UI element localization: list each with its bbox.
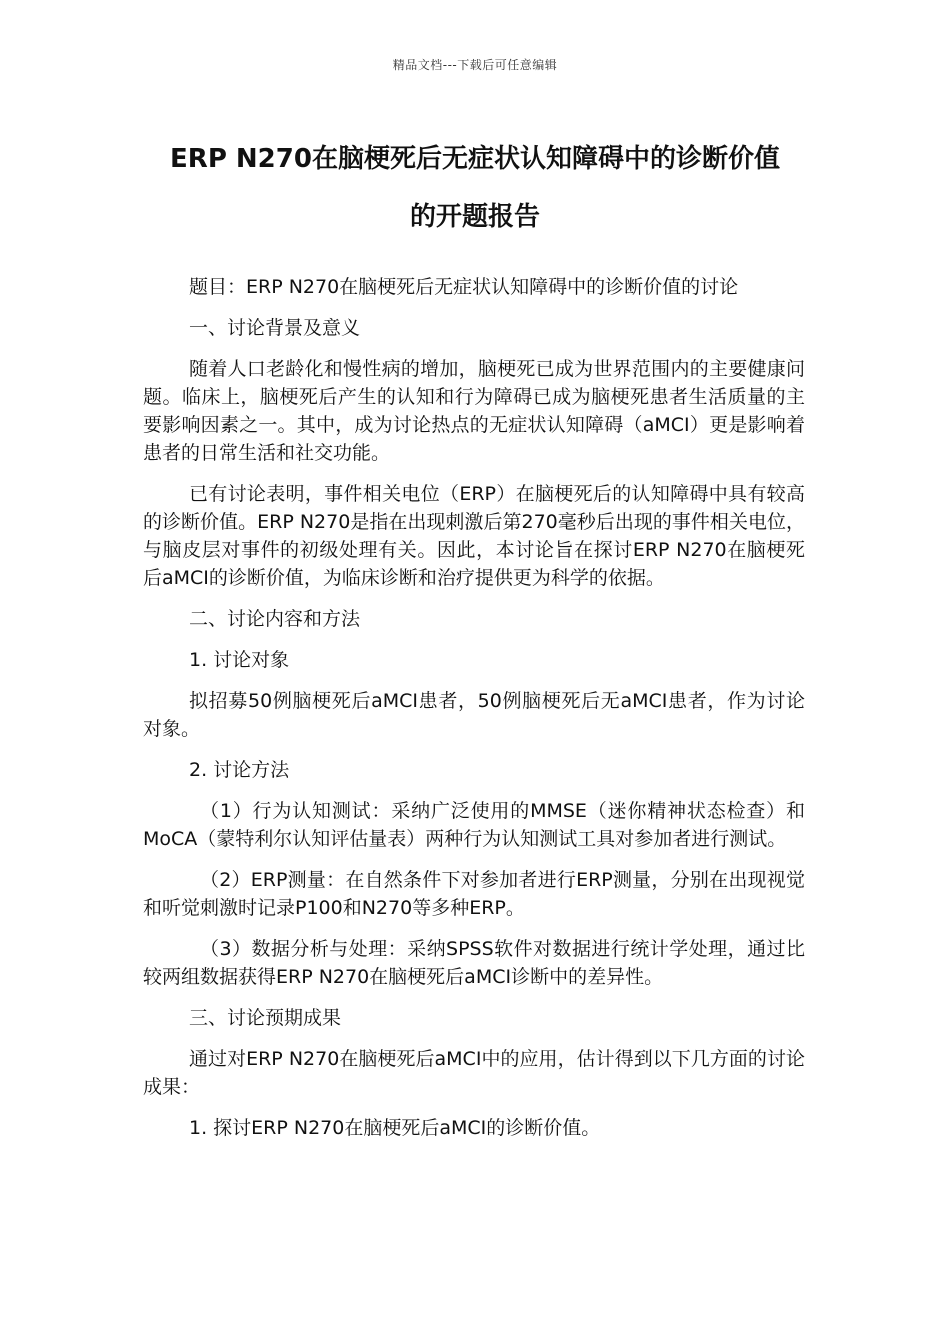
section-heading-methods: 二、讨论内容和方法 [189,608,361,630]
document-title-line-1: ERP N270在脑梗死后无症状认知障碍中的诊断价值 [170,144,780,174]
background-paragraph-1: 随着人口老龄化和慢性病的增加，脑梗死已成为世界范围内的主要健康问题。临床上，脑梗死后产生的认知和行为障碍已成为脑梗死患者生活质量的主要影响因素之一。其中，成为讨论热点的无症状认知障碍（aMCI）更是影响着患者的日常生活和社交功能。 [143,358,805,464]
subheading-subjects: 1. 讨论对象 [189,649,290,671]
outcome-item-1: 1. 探讨ERP N270在脑梗死后aMCI的诊断价值。 [189,1117,601,1139]
method-item-2: （2）ERP测量：在自然条件下对参加者进行ERP测量，分别在出现视觉和听觉刺激时记录P100和N270等多种ERP。 [143,869,805,919]
document-title-line-2: 的开题报告 [409,202,540,232]
background-paragraph-2: 已有讨论表明，事件相关电位（ERP）在脑梗死后的认知障碍中具有较高的诊断价值。ERP N270是指在出现刺激后第270毫秒后出现的事件相关电位，与脑皮层对事件的初级处理有关。因此，本讨论旨在探讨ERP N270在脑梗死后aMCI的诊断价值，为临床诊断和治疗提供更为科学的依据。 [143,483,805,589]
header-note: 精品文档---下载后可任意编辑 [392,58,558,72]
method-item-3: （3）数据分析与处理：采纳SPSS软件对数据进行统计学处理，通过比较两组数据获得ERP N270在脑梗死后aMCI诊断中的差异性。 [143,938,805,988]
subjects-paragraph: 拟招募50例脑梗死后aMCI患者，50例脑梗死后无aMCI患者，作为讨论对象。 [143,690,805,740]
method-item-1: （1）行为认知测试：采纳广泛使用的MMSE（迷你精神状态检查）和MoCA（蒙特利尔认知评估量表）两种行为认知测试工具对参加者进行测试。 [143,800,805,850]
subheading-methods: 2. 讨论方法 [189,759,290,781]
document-body [143,273,805,1155]
section-heading-background: 一、讨论背景及意义 [189,317,361,339]
topic-line: 题目：ERP N270在脑梗死后无症状认知障碍中的诊断价值的讨论 [189,276,739,298]
section-heading-outcomes: 三、讨论预期成果 [189,1007,342,1029]
outcomes-paragraph: 通过对ERP N270在脑梗死后aMCI中的应用，估计得到以下几方面的讨论成果： [143,1048,805,1098]
